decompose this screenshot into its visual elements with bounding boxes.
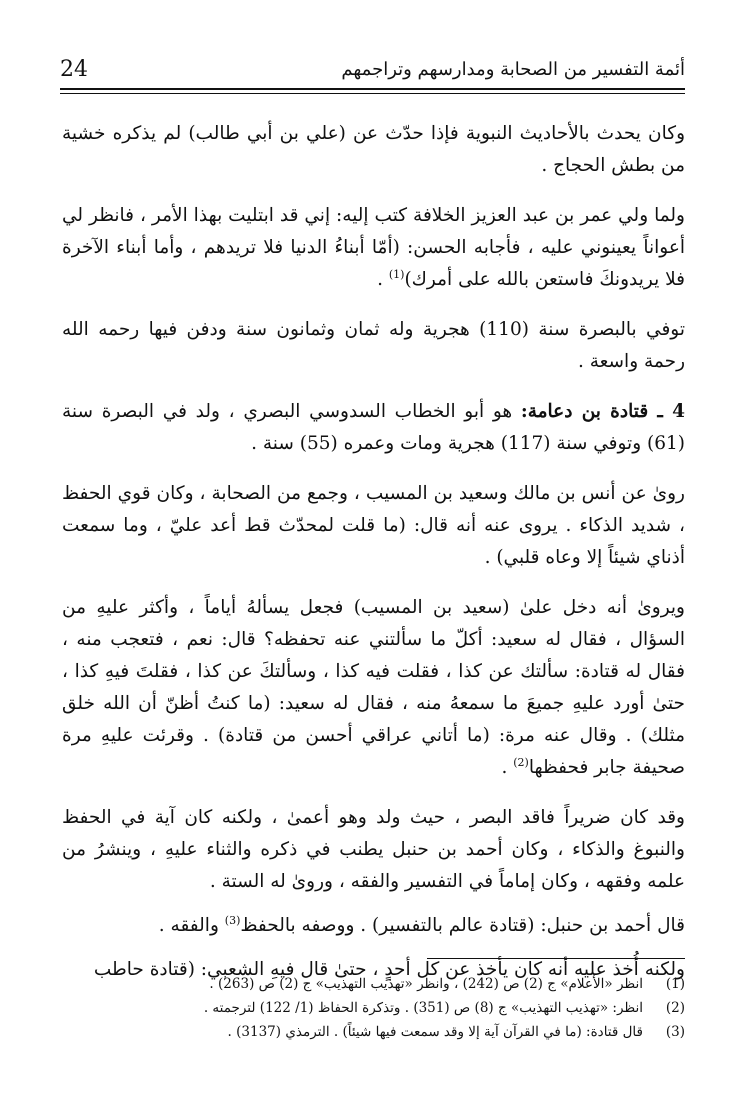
paragraph — [62, 396, 685, 460]
paragraph-end: . — [501, 757, 514, 778]
page-number: 24 — [60, 56, 88, 82]
footnote-text: قال قتادة: (ما في القرآن آية إلا وقد سمعت فيها شيئاً) . الترمذي (3137) . — [227, 1024, 643, 1040]
paragraph — [62, 910, 685, 942]
footnote-number: (3) — [665, 1024, 685, 1040]
header-rule-thick — [60, 88, 685, 90]
paragraph-end: والفقه . — [158, 915, 225, 936]
footnote-separator — [427, 958, 685, 959]
paragraph: وكان يحدث بالأحاديث النبوية فإذا حدّث عن (علي بن أبي طالب) لم يذكره خشية من بطش الحجاج . — [62, 123, 685, 176]
footnote-ref[interactable]: (1) — [388, 267, 405, 281]
footnote-text: انظر: «تهذيب التهذيب» ج (8) ص (351) . وتذكرة الحفاظ (1/ 122) لترجمته . — [203, 1000, 643, 1016]
paragraph: وقد كان ضريراً فاقد البصر ، حيث ولد وهو أعمىٰ ، ولكنه كان آية في الحفظ والنبوغ والذكاء ، وكان أحمد بن حنبل يطنب في ذكره والثناء عليهِ ، وينشرُ من علمه وفقهه ، وكان إماماً في التفسير والفقه ، وروىٰ له الستة . — [62, 807, 685, 892]
footnote — [62, 996, 685, 1020]
footnote-number: (2) — [665, 1000, 685, 1016]
footnote-number: (1) — [665, 976, 685, 992]
paragraph — [62, 592, 685, 784]
paragraph-text: ولما ولي عمر بن عبد العزيز الخلافة كتب إليه: إني قد ابتليت بهذا الأمر ، فانظر لي أعواناً يعينوني عليه ، فأجابه الحسن: (أمّا أبناءُ الدنيا فلا تريدهم ، وأما أبناء الآخرة فلا يريدونكَ فاستعن بالله على أمرك) — [62, 205, 685, 290]
paragraph-text: قال أحمد بن حنبل: (قتادة عالم بالتفسير) . ووصفه بالحفظ — [240, 915, 685, 936]
paragraph-text: ويروىٰ أنه دخل علىٰ (سعيد بن المسيب) فجعل يسألهُ أياماً ، وأكثر عليهِ من السؤال ، فقال له سعيد: أكلّ ما سألتني عنه تحفظه؟ قال: نعم ، فتعجب منه ، فقال له قتادة: سألتك عن كذا ، فقلت فيه كذا ، وسألتكَ عن كذا ، فقلتَ فيهِ كذا ، حتىٰ أورد عليهِ جميعَ ما سمعهُ منه ، فقال له سعيد: (ما كنتُ أظنّ أن الله خلق مثلك) . وقال عنه مرة: (ما أتاني عراقي أحسن من قتادة) . وقرئت عليهِ مرة صحيفة جابر فحفظها — [62, 597, 685, 778]
paragraph: توفي بالبصرة سنة (110) هجرية وله ثمان وثمانون سنة ودفن فيها رحمه الله رحمة واسعة . — [62, 319, 686, 372]
paragraph-text: هو أبو الخطاب السدوسي البصري ، ولد في البصرة سنة (61) وتوفي سنة (117) هجرية ومات وعمره (55) سنة . — [62, 401, 685, 454]
main-text — [62, 118, 685, 1004]
paragraph — [62, 200, 685, 296]
biography-heading: 4 ـ قتادة بن دعامة: — [520, 401, 685, 422]
paragraph: ولكنه أُخذ عليه أنه كان يأخذ عن كل أحدٍ ، حتىٰ قال فيهِ الشعبي: (قتادة حاطب — [93, 959, 685, 980]
footnotes — [62, 972, 685, 1044]
page-header — [60, 52, 685, 86]
footnote-text: انظر «الأعلام» ج (2) ص (242) ، وانظر «تهذيب التهذيب» ج (2) ص (263) . — [209, 976, 643, 992]
paragraph: روىٰ عن أنس بن مالك وسعيد بن المسيب ، وجمع من الصحابة ، وكان قوي الحفظ ، شديد الذكاء . يروى عنه أنه قال: (ما قلت لمحدّث قط أعد عليّ ، وما سمعت أذناي شيئاً إلا وعاه قلبي) . — [62, 483, 685, 568]
footnote — [62, 972, 685, 996]
header-rule-thin — [60, 93, 685, 94]
footnote — [62, 1020, 685, 1044]
running-title: أئمة التفسير من الصحابة ومدارسهم وتراجمهم — [341, 58, 685, 80]
paragraph-end: . — [377, 269, 389, 290]
footnote-ref[interactable]: (3) — [224, 913, 241, 927]
footnote-ref[interactable]: (2) — [513, 755, 529, 769]
